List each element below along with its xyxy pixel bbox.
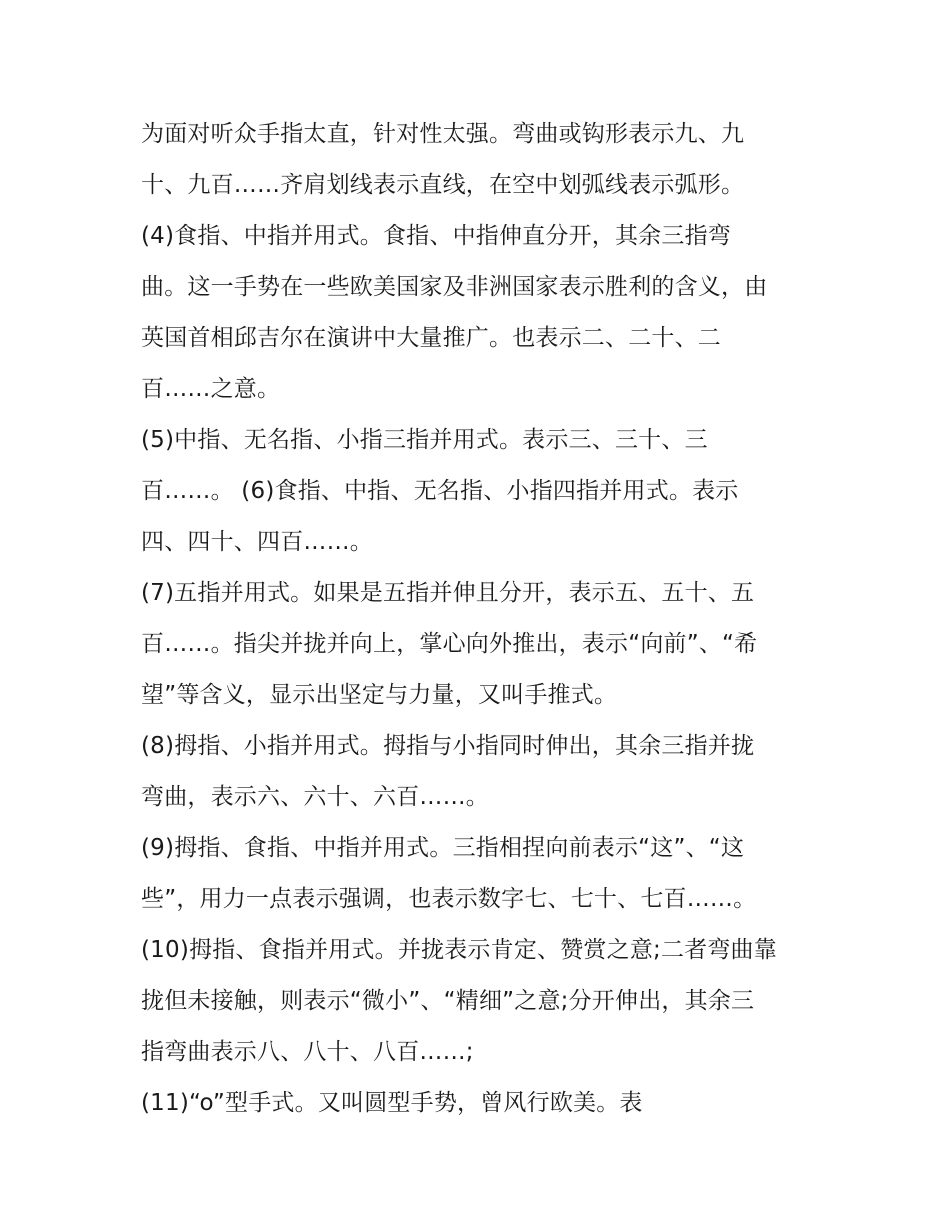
body-text <box>141 109 841 1129</box>
text-line-2: 十、九百……齐肩划线表示直线，在空中划弧线表示弧形。 <box>141 172 745 198</box>
text-line-8: 百……。 (6)食指、中指、无名指、小指四指并用式。表示 <box>141 478 739 504</box>
text-line-19: 指弯曲表示八、八十、八百……; <box>141 1039 474 1065</box>
text-line-5: 英国首相邱吉尔在演讲中大量推广。也表示二、二十、二 <box>141 325 721 351</box>
text-line-14: 弯曲，表示六、六十、六百……。 <box>141 784 489 810</box>
text-line-15: (9)拇指、食指、中指并用式。三指相捏向前表示“这”、“这 <box>141 835 745 861</box>
text-line-9: 四、四十、四百……。 <box>141 529 373 555</box>
text-line-12: 望”等含义，显示出坚定与力量，又叫手推式。 <box>141 682 618 708</box>
text-line-17: (10)拇指、食指并用式。并拢表示肯定、赞赏之意;二者弯曲靠 <box>141 937 777 963</box>
text-line-13: (8)拇指、小指并用式。拇指与小指同时伸出，其余三指并拢 <box>141 733 755 759</box>
text-line-1: 为面对听众手指太直，针对性太强。弯曲或钩形表示九、九 <box>141 121 745 147</box>
text-line-10: (7)五指并用式。如果是五指并伸且分开，表示五、五十、五 <box>141 580 755 606</box>
text-line-3: (4)食指、中指并用式。食指、中指伸直分开，其余三指弯 <box>141 223 731 249</box>
text-line-7: (5)中指、无名指、小指三指并用式。表示三、三十、三 <box>141 427 708 453</box>
text-line-6: 百……之意。 <box>141 376 281 402</box>
text-line-20: (11)“o”型手式。又叫圆型手势，曾风行欧美。表 <box>141 1090 643 1116</box>
text-line-11: 百……。指尖并拢并向上，掌心向外推出，表示“向前”、“希 <box>141 631 758 657</box>
text-line-4: 曲。这一手势在一些欧美国家及非洲国家表示胜利的含义，由 <box>141 274 768 300</box>
text-line-18: 拢但未接触，则表示“微小”、“精细”之意;分开伸出，其余三 <box>141 988 755 1014</box>
text-line-16: 些”，用力一点表示强调，也表示数字七、七十、七百……。 <box>141 886 757 912</box>
